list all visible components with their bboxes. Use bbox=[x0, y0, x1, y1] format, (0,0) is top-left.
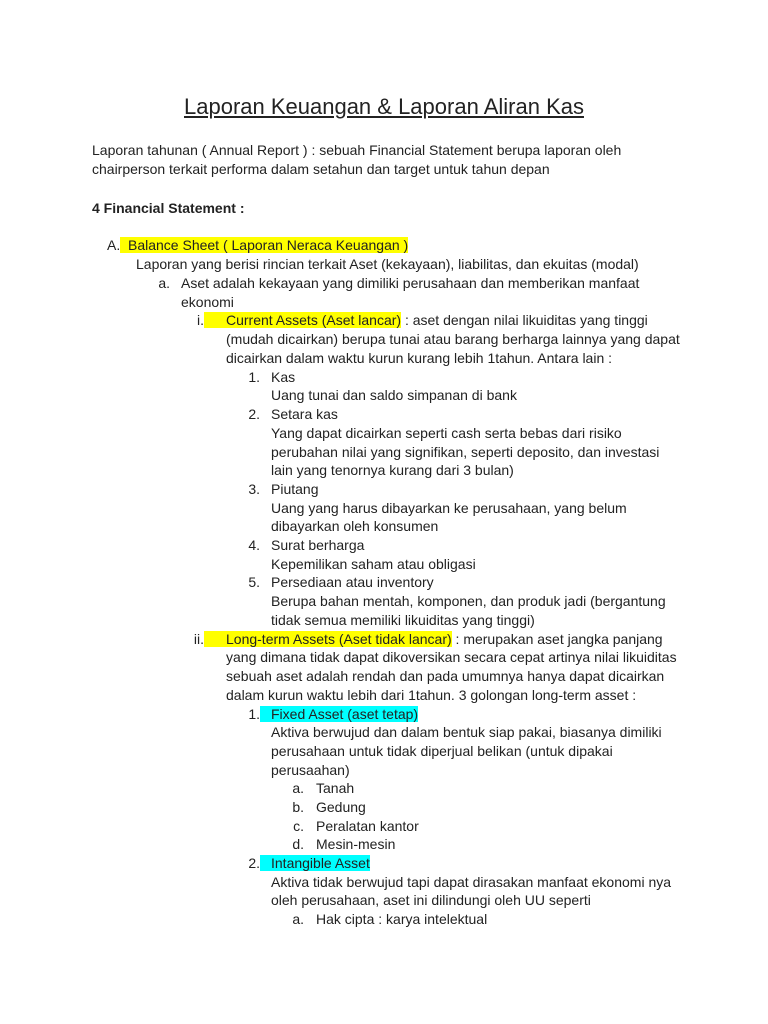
current-assets-heading: Current Assets (Aset lancar) : aset dengan nilai likuiditas yang tinggi bbox=[204, 311, 648, 330]
list-item: Mesin-mesin bbox=[316, 836, 396, 852]
list-marker: ii. bbox=[193, 631, 204, 647]
list-item-title: Surat berharga bbox=[271, 537, 365, 553]
intangible-asset-label: Intangible Asset bbox=[260, 855, 370, 871]
list-marker: a. bbox=[292, 780, 304, 796]
list-marker: A. bbox=[100, 236, 128, 255]
fixed-asset-line: perusahaan untuk tidak diperjual belikan (untuk dipakai bbox=[271, 743, 613, 759]
list-marker: 2. bbox=[248, 406, 260, 422]
list-marker: 2. bbox=[248, 855, 260, 871]
current-assets-line: (mudah dicairkan) berupa tunai atau barang berharga lainnya yang dapat bbox=[226, 331, 680, 347]
fixed-asset-label: Fixed Asset (aset tetap) bbox=[260, 706, 418, 722]
list-marker: d. bbox=[292, 836, 304, 852]
long-term-line: sebuah aset adalah rendah dan pada umumnya hanya dapat dicairkan bbox=[226, 668, 665, 684]
list-item-title: Setara kas bbox=[271, 406, 338, 422]
long-term-assets-label: Long-term Assets (Aset tidak lancar) bbox=[204, 631, 452, 647]
balance-sheet-label: Balance Sheet ( Laporan Neraca Keuangan ) bbox=[128, 237, 409, 253]
fixed-asset-line: perusaahan) bbox=[271, 762, 350, 778]
list-item-title: Kas bbox=[271, 369, 296, 385]
balance-sheet-desc: Laporan yang berisi rincian terkait Aset (kekayaan), liabilitas, dan ekuitas (modal) bbox=[136, 256, 639, 272]
list-item-text: Yang dapat dicairkan seperti cash serta bebas dari risiko bbox=[271, 425, 622, 441]
list-marker: 4. bbox=[248, 537, 260, 553]
list-marker: 3. bbox=[248, 481, 260, 497]
long-term-line: yang dimana tidak dapat dikoversikan secara cepat artinya nilai likuiditas bbox=[226, 649, 677, 665]
list-item-text: lain yang tenornya kurang dari 3 bulan) bbox=[271, 462, 514, 478]
aset-line: ekonomi bbox=[181, 294, 234, 310]
fixed-asset-heading bbox=[260, 705, 418, 724]
list-item-text: Berupa bahan mentah, komponen, dan produk jadi (bergantung bbox=[271, 593, 666, 609]
long-term-assets-heading: Long-term Assets (Aset tidak lancar) : merupakan aset jangka panjang bbox=[204, 630, 663, 649]
list-marker: a. bbox=[158, 275, 170, 291]
list-item-text: Kepemilikan saham atau obligasi bbox=[271, 556, 476, 572]
list-item: Gedung bbox=[316, 799, 366, 815]
intangible-asset-line: oleh perusahaan, aset ini dilindungi oleh UU seperti bbox=[271, 892, 591, 908]
list-item-text: tidak semua memiliki likuiditas yang tinggi) bbox=[271, 612, 535, 628]
list-marker: a. bbox=[292, 911, 304, 927]
section-heading: 4 Financial Statement : bbox=[92, 200, 245, 216]
list-item-text: Uang yang harus dibayarkan ke perusahaan, yang belum bbox=[271, 500, 627, 516]
long-term-line: dalam kurun waktu lebih dari 1tahun. 3 golongan long-term asset : bbox=[226, 687, 637, 703]
list-item-title: Piutang bbox=[271, 481, 319, 497]
list-item: Peralatan kantor bbox=[316, 818, 419, 834]
intangible-asset-line: Aktiva tidak berwujud tapi dapat dirasakan manfaat ekonomi nya bbox=[271, 874, 672, 890]
current-assets-label: Current Assets (Aset lancar) bbox=[204, 312, 401, 328]
intro-line: chairperson terkait performa dalam setahun dan target untuk tahun depan bbox=[92, 161, 550, 177]
list-marker: c. bbox=[293, 818, 304, 834]
list-item-text: perubahan nilai yang signifikan, seperti deposito, dan investasi bbox=[271, 444, 660, 460]
current-assets-line: dicairkan dalam waktu kurun kurang lebih 1tahun. Antara lain : bbox=[226, 350, 613, 366]
list-marker: 5. bbox=[248, 574, 260, 590]
list-marker: b. bbox=[292, 799, 304, 815]
list-item-title: Persediaan atau inventory bbox=[271, 574, 434, 590]
list-marker: 1. bbox=[248, 706, 260, 722]
list-marker: i. bbox=[197, 312, 204, 328]
aset-line: Aset adalah kekayaan yang dimiliki perusahaan dan memberikan manfaat bbox=[181, 275, 640, 291]
list-marker: 1. bbox=[248, 369, 260, 385]
intro-line: Laporan tahunan ( Annual Report ) : sebuah Financial Statement berupa laporan oleh bbox=[92, 142, 622, 158]
list-item: Tanah bbox=[316, 780, 355, 796]
intangible-asset-heading bbox=[260, 854, 370, 873]
page-title: Laporan Keuangan & Laporan Aliran Kas bbox=[184, 94, 584, 119]
fixed-asset-line: Aktiva berwujud dan dalam bentuk siap pakai, biasanya dimiliki bbox=[271, 724, 662, 740]
list-item-text: dibayarkan oleh konsumen bbox=[271, 518, 439, 534]
list-item-text: Uang tunai dan saldo simpanan di bank bbox=[271, 387, 517, 403]
list-item: Hak cipta : karya intelektual bbox=[316, 911, 488, 927]
